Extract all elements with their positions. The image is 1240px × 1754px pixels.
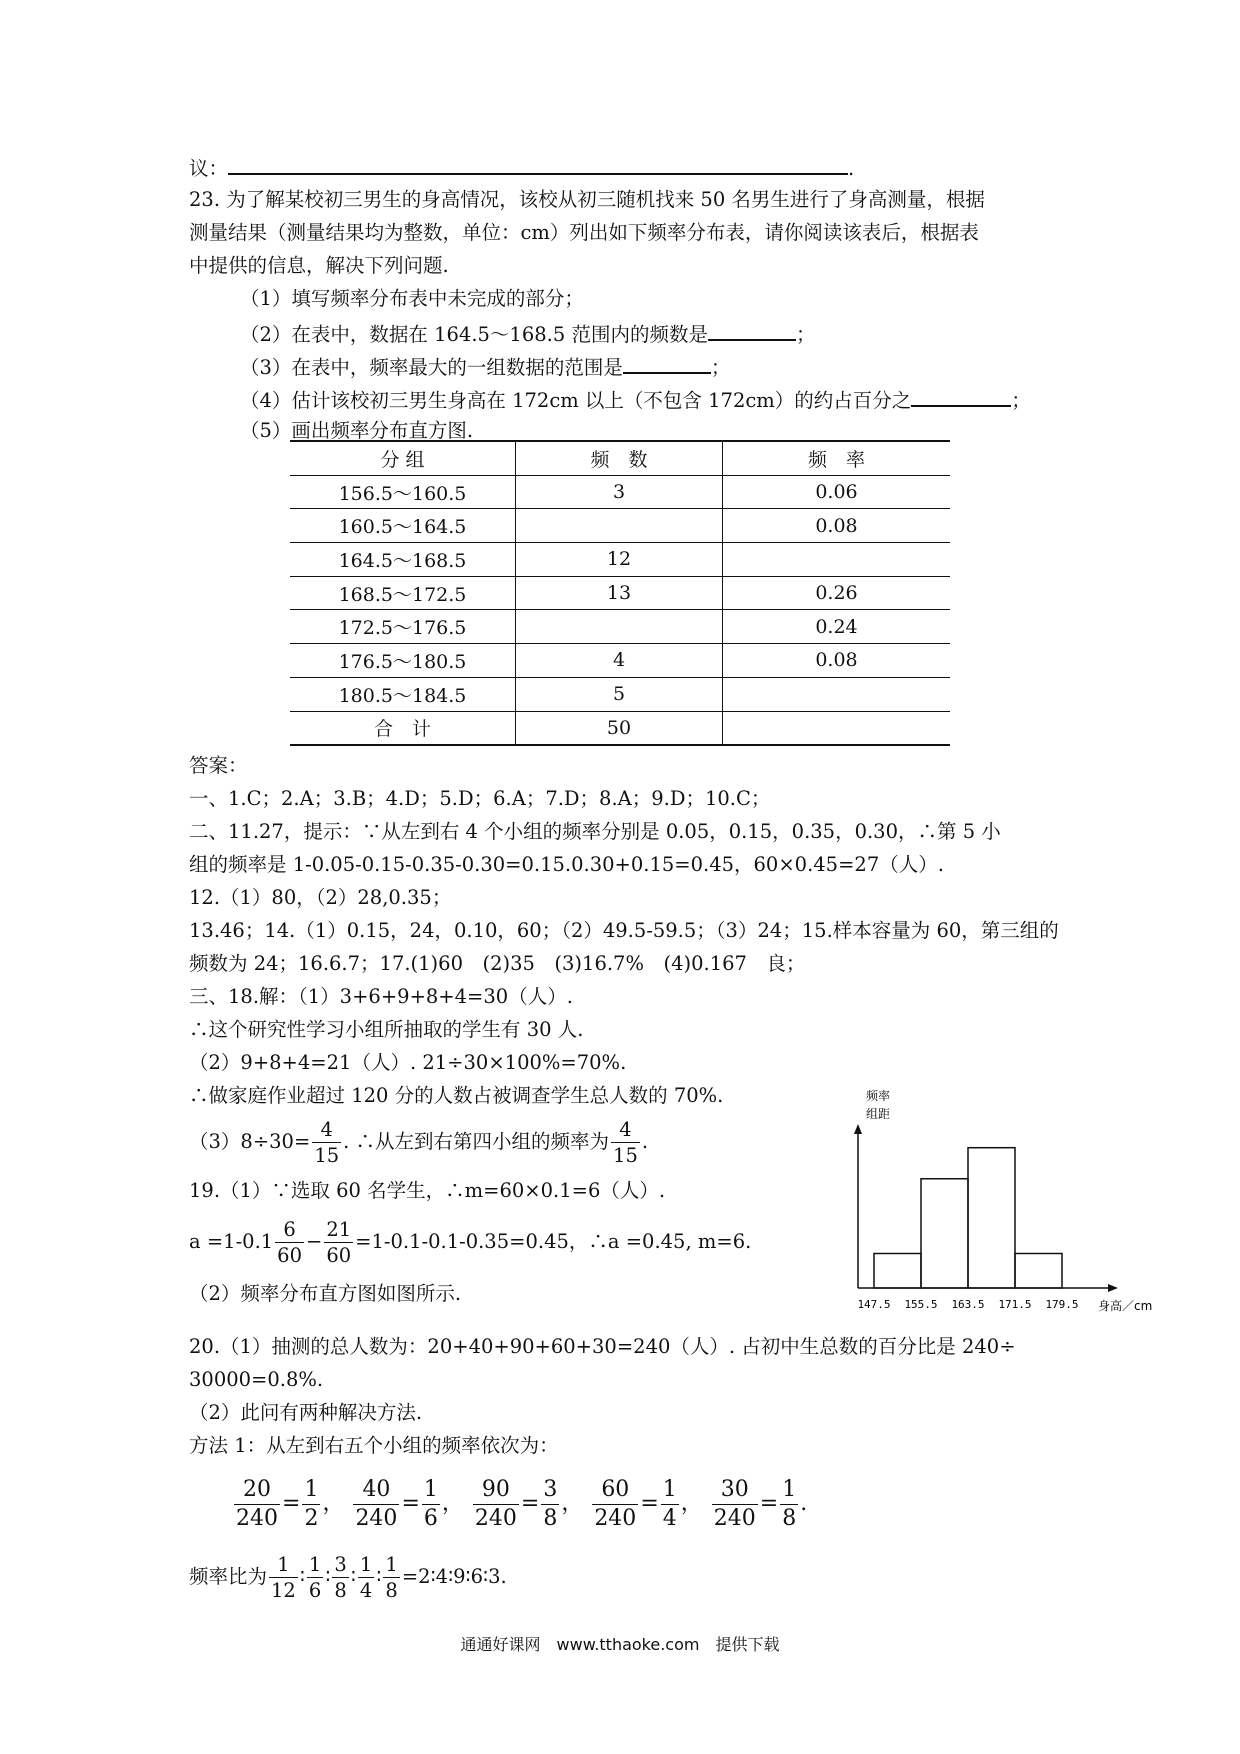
table-cell: 合 计 [373, 718, 431, 741]
answer-line: 一、1.C；2.A；3.B；4.D；5.D；6.A；7.D；8.A；9.D；10.C； [189, 787, 771, 810]
table-header: 分 组 [380, 448, 425, 471]
table-cell: 12 [516, 543, 723, 577]
fraction: $\frac{1}{8}$ [782, 1476, 797, 1531]
fraction: $\frac{4}{15}$ [314, 1117, 340, 1167]
fraction: $\frac{1}{4}$ [359, 1552, 373, 1602]
fraction: $\frac{1}{6}$ [423, 1476, 438, 1531]
table-header: 频 数 [516, 441, 723, 475]
fraction: $\frac{1}{4}$ [662, 1476, 677, 1531]
q23-part-4: （4）估计该校初三男生身高在 172cm 以上（不包含 172cm）的约占百分之 ； [240, 385, 1031, 414]
x-tick-label: 163.5 [951, 1298, 985, 1311]
histogram-bar [921, 1179, 968, 1288]
answer-line: （2）频率分布直方图如图所示. [189, 1282, 462, 1305]
frequency-table [290, 440, 950, 746]
fraction: $\frac{1}{2}$ [304, 1476, 319, 1531]
table-row [290, 543, 950, 577]
x-axis-arrow [1108, 1284, 1118, 1292]
histogram-bar [968, 1148, 1015, 1288]
q23-part-3: （3）在表中，频率最大的一组数据的范围是 ； [240, 352, 730, 381]
q23-stem-3: 中提供的信息，解决下列问题. [189, 254, 449, 277]
fraction: $\frac{1}{12}$ [271, 1552, 296, 1602]
fraction: $\frac{60}{240}$ [594, 1476, 637, 1531]
fractions-line: $\frac{20}{240}$ = $\frac{1}{2}$ ， $\frac{40}{240}$ = $\frac{1}{6}$ ， $\frac{90}{240}$ = $\frac{3}{8}$ ， $\frac{60}{240}$ = $\frac{1}{4}$ ， $\frac{30}{240}$ = $\frac{1}{8}$ . [236, 1476, 808, 1531]
fraction: $\frac{3}{8}$ [334, 1552, 347, 1602]
q23-part-1: （1）填写频率分布表中未完成的部分； [240, 287, 584, 310]
frequency-histogram [846, 1088, 1156, 1328]
table-row [290, 711, 950, 745]
table-cell: 0.08 [723, 644, 951, 678]
x-tick-label: 155.5 [904, 1298, 938, 1311]
table-cell [516, 610, 723, 644]
fraction: $\frac{4}{15}$ [613, 1117, 638, 1167]
table-header-row [290, 441, 950, 475]
fill-blank [228, 153, 848, 175]
table-cell [723, 711, 951, 745]
table-header: 频 率 [723, 441, 951, 475]
table-cell [516, 509, 723, 543]
table-cell: 0.26 [723, 576, 951, 610]
q23-part-5: （5）画出频率分布直方图. [240, 419, 474, 442]
table-cell: 176.5～180.5 [338, 650, 467, 673]
table-row [290, 610, 950, 644]
fraction: $\frac{21}{60}$ [326, 1217, 352, 1267]
table-cell: 172.5～176.5 [338, 617, 467, 640]
fraction: $\frac{40}{240}$ [355, 1476, 398, 1531]
y-axis-label-top: 频率 [866, 1089, 891, 1103]
q23-stem-1: 23. 为了解某校初三男生的身高情况，该校从初三随机找来 50 名男生进行了身高测量，根据 [189, 188, 985, 211]
ratio-line: 频率比为 $\frac{1}{12}$ ∶ $\frac{1}{6}$ ∶ $\frac{3}{8}$ ∶ $\frac{1}{4}$ ∶ $\frac{1}{8}$ =2∶4∶9∶6∶3. [189, 1552, 507, 1602]
answer-line: 13.46；14.（1）0.15，24，0.10，60；（2）49.5-59.5；（3）24；15.样本容量为 60，第三组的 [189, 919, 1059, 942]
x-tick-label: 171.5 [998, 1298, 1032, 1311]
table-cell: 180.5～184.5 [338, 684, 467, 707]
y-axis-label-bottom: 组距 [866, 1107, 891, 1121]
table-row [290, 677, 950, 711]
table-cell: 160.5～164.5 [338, 516, 467, 539]
answer-line: 三、18.解：（1）3+6+9+8+4=30（人）. [189, 985, 573, 1008]
fraction: $\frac{1}{6}$ [308, 1552, 322, 1602]
answer-line: 19.（1）∵选取 60 名学生，∴m=60×0.1=6（人）. [189, 1179, 666, 1202]
fraction: $\frac{1}{8}$ [385, 1552, 398, 1602]
q23-part-2: （2）在表中，数据在 164.5～168.5 范围内的频数是 ； [240, 319, 815, 348]
table-row [290, 576, 950, 610]
answer-line: （2）9+8+4=21（人）. 21÷30×100%=70%. [189, 1051, 627, 1074]
answer-line: 30000=0.8%. [189, 1368, 324, 1391]
table-cell: 156.5～160.5 [338, 482, 467, 505]
answer-line: （2）此问有两种解决方法. [189, 1401, 423, 1424]
table-row [290, 509, 950, 543]
q23-stem-2: 测量结果（测量结果均为整数，单位：cm）列出如下频率分布表，请你阅读该表后，根据表 [189, 221, 979, 244]
table-cell: 4 [516, 644, 723, 678]
table-cell: 3 [516, 475, 723, 509]
answer-line-fraction: a =1-0.1 $\frac{6}{60}$ − $\frac{21}{60}$ =1-0.1-0.1-0.35=0.45，∴a =0.45, m=6. [189, 1217, 752, 1267]
answers-heading: 答案： [189, 754, 248, 777]
table-row [290, 475, 950, 509]
histogram-bar [874, 1254, 921, 1289]
table-row [290, 644, 950, 678]
fraction: $\frac{20}{240}$ [236, 1476, 278, 1531]
fill-blank [623, 352, 711, 374]
table-cell [723, 677, 951, 711]
table-cell: 0.24 [723, 610, 951, 644]
table-cell: 0.08 [723, 509, 951, 543]
answer-line: 二、11.27，提示：∵从左到右 4 个小组的频率分别是 0.05，0.15，0.35，0.30，∴第 5 小 [189, 820, 1001, 843]
answer-line: 组的频率是 1-0.05-0.15-0.35-0.30=0.15.0.30+0.15=0.45，60×0.45=27（人）. [189, 853, 944, 876]
answer-line: ∴做家庭作业超过 120 分的人数占被调查学生总人数的 70%. [189, 1084, 724, 1107]
footer-text: 通通好课网 www.tthaoke.com 提供下载 [460, 1635, 780, 1654]
fill-blank [911, 385, 1011, 407]
table-cell [723, 543, 951, 577]
answer-line: 议： . [189, 153, 854, 182]
table-cell: 164.5～168.5 [338, 549, 467, 572]
fill-blank [708, 319, 796, 341]
answer-line: ∴这个研究性学习小组所抽取的学生有 30 人. [189, 1018, 584, 1041]
table-cell: 5 [516, 677, 723, 711]
fraction: $\frac{90}{240}$ [474, 1476, 517, 1531]
table-cell: 168.5～172.5 [338, 583, 467, 606]
y-axis-arrow [854, 1124, 862, 1134]
histogram-bar [1015, 1254, 1062, 1289]
x-tick-label: 179.5 [1045, 1298, 1079, 1311]
answer-line-fraction: （3）8÷30= $\frac{4}{15}$ . ∴从左到右第四小组的频率为 $\frac{4}{15}$ . [189, 1117, 649, 1167]
table-cell: 50 [516, 711, 723, 745]
answer-line: 频数为 24；16.6.7；17.(1)60 (2)35 (3)16.7% (4)0.167 良； [189, 952, 806, 975]
fraction: $\frac{6}{60}$ [277, 1217, 302, 1267]
table-cell: 0.06 [723, 475, 951, 509]
x-axis-label: 身高／cm [1098, 1299, 1153, 1313]
answer-line: 12.（1）80，（2）28,0.35； [189, 886, 452, 909]
answer-line: 方法 1：从左到右五个小组的频率依次为： [189, 1434, 559, 1457]
fraction: $\frac{30}{240}$ [713, 1476, 756, 1531]
answer-line: 20.（1）抽测的总人数为：20+40+90+60+30=240（人）. 占初中生总数的百分比是 240÷ [189, 1335, 1016, 1358]
table-cell: 13 [516, 576, 723, 610]
x-tick-label: 147.5 [857, 1298, 891, 1311]
fraction: $\frac{3}{8}$ [543, 1476, 558, 1531]
